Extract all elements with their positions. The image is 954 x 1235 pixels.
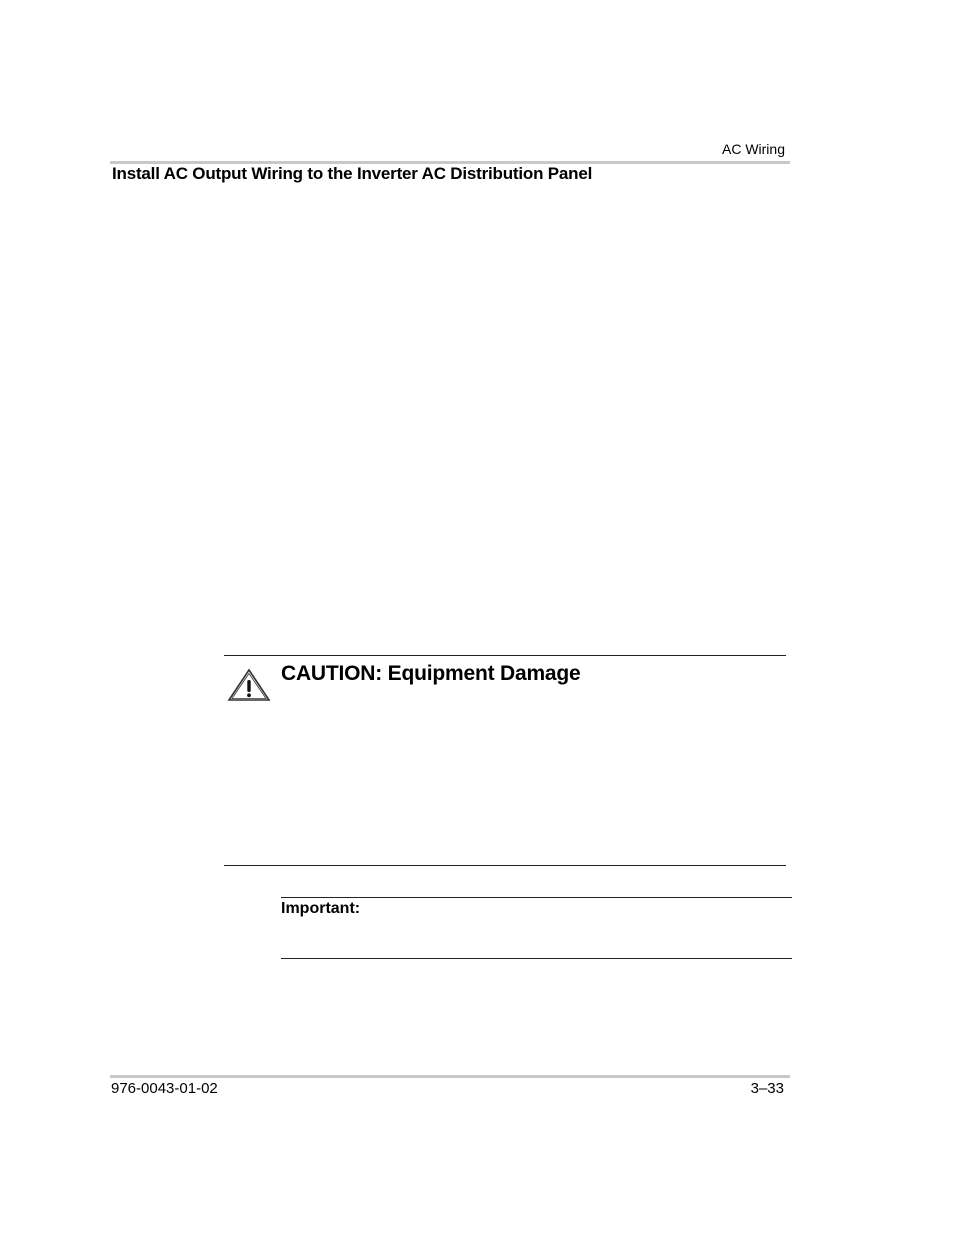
page-number: 3–33 (750, 1080, 784, 1097)
warning-triangle-icon (227, 668, 271, 702)
important-bottom-rule (281, 958, 792, 959)
document-number: 976-0043-01-02 (111, 1080, 218, 1097)
important-label: Important: (281, 900, 361, 917)
caution-bottom-rule (224, 865, 786, 866)
important-top-rule (281, 897, 792, 898)
footer-rule (110, 1075, 790, 1078)
caution-top-rule (224, 655, 786, 656)
running-header: AC Wiring (721, 141, 785, 157)
caution-title: CAUTION: Equipment Damage (281, 662, 581, 685)
section-heading: Install AC Output Wiring to the Inverter AC Distribution Panel (112, 164, 593, 183)
